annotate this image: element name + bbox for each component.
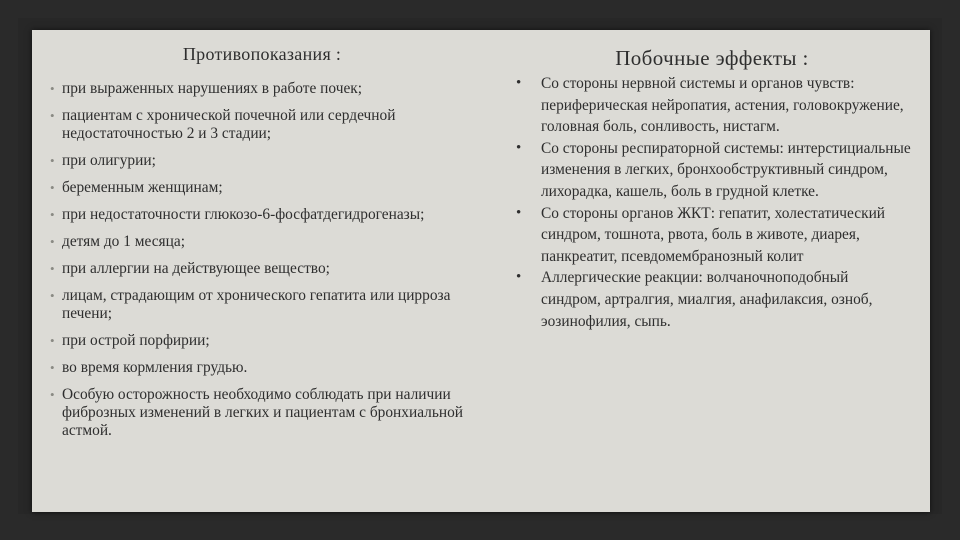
bullet-icon: •	[50, 180, 55, 195]
list-item-text: при выраженных нарушениях в работе почек;	[62, 80, 363, 97]
bullet-icon: •	[50, 81, 55, 96]
list-item-text: Со стороны респираторной системы: интерстициальные изменения в легких, бронхообструктивный синдром, лихорадка, кашель, боль в грудной клетке.	[541, 139, 911, 200]
list-item-text: Со стороны нервной системы и органов чувств: периферическая нейропатия, астения, головокружение, головная боль, сонливость, нистагм.	[541, 75, 904, 136]
bullet-icon: •	[50, 207, 55, 222]
list-item	[52, 233, 497, 251]
list-item	[52, 152, 497, 170]
list-item-text: во время кормления грудью.	[62, 359, 248, 376]
list-item	[52, 386, 497, 440]
list-item	[52, 332, 497, 350]
list-item	[52, 179, 497, 197]
bullet-icon: •	[516, 204, 522, 221]
list-item	[512, 73, 912, 138]
bullet-icon: •	[50, 261, 55, 276]
list-item	[52, 287, 497, 323]
list-item-text: при олигурии;	[62, 152, 156, 169]
list-item-text: при острой порфирии;	[62, 332, 210, 349]
list-item	[52, 260, 497, 278]
list-item	[52, 206, 497, 224]
contraindications-list	[52, 80, 497, 449]
bullet-icon: •	[516, 75, 522, 91]
list-item-text: пациентам с хронической почечной или сердечной недостаточностью 2 и 3 стадии;	[62, 107, 396, 142]
bullet-icon: •	[50, 153, 55, 168]
side-effects-list	[512, 73, 912, 332]
list-item	[52, 359, 497, 377]
list-item-text: при недостаточности глюкозо-6-фосфатдегидрогеназы;	[62, 206, 425, 223]
bullet-icon: •	[50, 288, 55, 303]
list-item-text: Аллергические реакции: волчаночноподобный синдром, артралгия, миалгия, анафилаксия, озноб, эозинофилия, сыпь.	[541, 269, 873, 330]
list-item-text: детям до 1 месяца;	[62, 233, 185, 250]
slide	[32, 30, 930, 512]
list-item-text: Особую осторожность необходимо соблюдать при наличии фиброзных изменений в легких и пациентам с бронхиальной астмой.	[62, 386, 464, 439]
side-effects-title: Побочные эффекты :	[615, 46, 809, 70]
list-item-text: при аллергии на действующее вещество;	[62, 260, 330, 277]
list-item	[52, 80, 497, 98]
list-item-text: Со стороны органов ЖКТ: гепатит, холестатический синдром, тошнота, рвота, боль в животе, диарея, панкреатит, псевдомембранозный колит	[541, 204, 886, 265]
contraindications-title: Противопоказания :	[182, 44, 342, 64]
bullet-icon: •	[50, 108, 55, 123]
bullet-icon: •	[516, 139, 522, 156]
bullet-icon: •	[516, 269, 522, 286]
list-item-text: лицам, страдающим от хронического гепатита или цирроза печени;	[62, 287, 451, 322]
bullet-icon: •	[50, 360, 55, 375]
list-item-text: беременным женщинам;	[62, 179, 223, 196]
bullet-icon: •	[50, 387, 55, 402]
list-item	[512, 267, 912, 332]
list-item	[512, 138, 912, 203]
list-item	[512, 203, 912, 268]
list-item	[52, 107, 497, 143]
bullet-icon: •	[50, 234, 55, 249]
bullet-icon: •	[50, 333, 55, 348]
